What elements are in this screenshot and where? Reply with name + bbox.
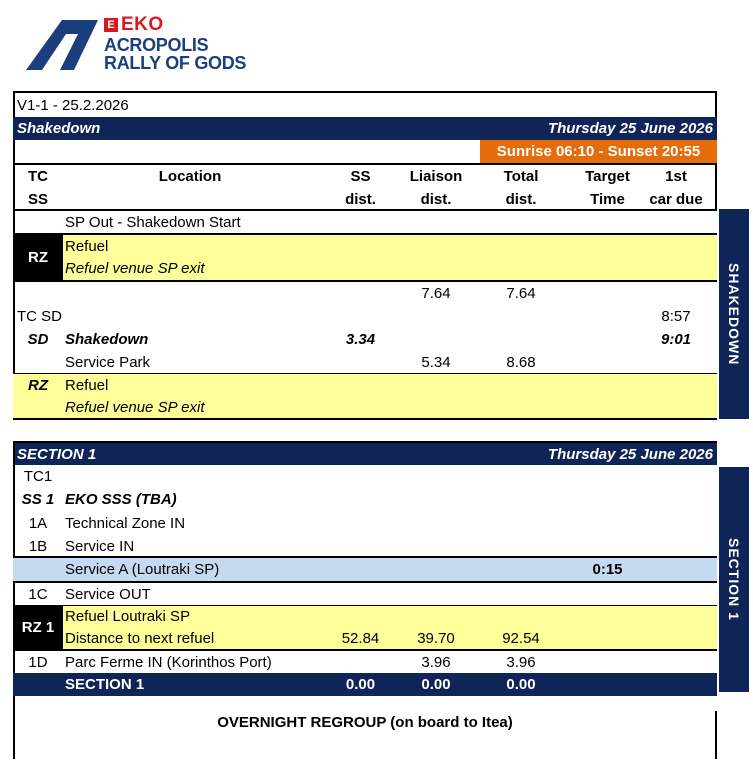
- service-a-time: 0:15: [592, 561, 623, 578]
- row-1b-code: 1B: [28, 537, 48, 555]
- tc1-row: [13, 465, 717, 488]
- overnight-label: OVERNIGHT REGROUP (on board to Itea): [217, 713, 513, 731]
- shakedown-date: Thursday 25 June 2026: [547, 120, 713, 137]
- sd-row: [13, 328, 717, 351]
- rz1-liaison: 39.70: [417, 629, 455, 647]
- row-1d-code: 1D: [28, 653, 48, 671]
- header-liaison: Liaison: [409, 168, 463, 185]
- row-1b-name: Service IN: [65, 537, 135, 555]
- ss1-code: SS 1: [21, 491, 55, 508]
- sp-out-row: [13, 211, 717, 233]
- header-liaison-dist: dist.: [420, 190, 452, 208]
- sd-due: 9:01: [660, 331, 692, 348]
- tc-sd-code: TC SD: [17, 308, 62, 325]
- service-park-name: Service Park: [65, 353, 151, 371]
- header-total: Total: [503, 168, 539, 185]
- rz1-ss: 52.84: [341, 629, 380, 647]
- version-label: V1-1 - 25.2.2026: [17, 96, 129, 114]
- tc1-code: TC1: [23, 468, 53, 485]
- row-1d-name: Parc Ferme IN (Korinthos Port): [65, 653, 272, 671]
- totals-ss: 0.00: [345, 676, 376, 693]
- rz2-line-1: Refuel: [65, 376, 109, 394]
- shakedown-bar: [13, 117, 717, 140]
- shakedown-title: Shakedown: [17, 120, 101, 137]
- refuel-zone-row: [13, 235, 717, 280]
- rally-logo: [22, 14, 262, 74]
- row-1b: [13, 535, 717, 557]
- row-1d-total: 3.96: [506, 653, 536, 671]
- rz2-line-2: Refuel venue SP exit: [65, 399, 205, 417]
- shakedown-side-label: SHAKEDOWN: [726, 262, 742, 366]
- service-a-row: [13, 558, 717, 581]
- logo-line-1: ACROPOLIS: [104, 35, 209, 55]
- section1-bar: [13, 443, 717, 465]
- row-1a-code: 1A: [28, 514, 48, 532]
- shakedown-side-tab: [719, 209, 749, 419]
- row-1d: [13, 651, 717, 673]
- header-target: Target: [585, 168, 630, 185]
- section1-title: SECTION 1: [17, 445, 97, 463]
- ss1-name: EKO SSS (TBA): [65, 491, 177, 508]
- liaison-row: [13, 282, 717, 305]
- header-total-dist: dist.: [505, 190, 537, 208]
- header-ss: SS: [350, 168, 371, 185]
- totals-label: SECTION 1: [65, 676, 145, 693]
- header-row-2: [13, 188, 717, 210]
- header-due: 1st: [665, 168, 687, 185]
- service-park-total: 8.68: [506, 353, 536, 371]
- sd-code: SD: [27, 331, 49, 348]
- sunrise-sunset: Sunrise 06:10 - Sunset 20:55: [480, 140, 717, 163]
- section1-side-tab: [719, 467, 749, 692]
- rz1-row: [13, 606, 717, 649]
- eko-flag-icon: E: [104, 18, 118, 32]
- ss1-row: [13, 488, 717, 511]
- header-ss-dist: dist.: [345, 190, 376, 208]
- header-target-time: Time: [590, 190, 625, 208]
- row-1c-code: 1C: [28, 585, 48, 603]
- header-car-due: car due: [649, 190, 703, 208]
- rally-logo-mark-icon: [22, 16, 100, 72]
- header-ss-code: SS: [27, 190, 48, 208]
- sun-row: [13, 140, 717, 163]
- rz1-total: 92.54: [502, 629, 540, 647]
- header-row-1: [13, 165, 717, 188]
- tc-sd-row: [13, 305, 717, 328]
- total-dist: 7.64: [506, 285, 536, 302]
- totals-liaison: 0.00: [421, 676, 451, 693]
- brand-name: EKO: [121, 14, 164, 35]
- header-location: Location: [158, 168, 222, 185]
- version-row: [13, 93, 717, 117]
- logo-line-2: RALLY OF GODS: [104, 53, 247, 73]
- refuel-zone-row-2: [13, 374, 717, 419]
- section1-side-label: SECTION 1: [726, 538, 742, 621]
- rz-line-1: Refuel: [65, 237, 109, 255]
- section1-totals-row: [13, 673, 717, 696]
- tc-sd-due: 8:57: [661, 308, 691, 325]
- section1-date: Thursday 25 June 2026: [547, 445, 713, 463]
- liaison-dist: 7.64: [421, 285, 451, 302]
- service-park-liaison: 5.34: [421, 353, 451, 371]
- sp-out-location: SP Out - Shakedown Start: [65, 213, 241, 231]
- rz1-code: RZ 1: [13, 606, 63, 649]
- logo-text: [104, 14, 246, 72]
- sd-name: Shakedown: [65, 331, 149, 348]
- rz-line-2: Refuel venue SP exit: [65, 260, 205, 278]
- overnight-row: [13, 708, 717, 736]
- row-1c: [13, 583, 717, 605]
- row-1a: [13, 511, 717, 535]
- rz-code: RZ: [13, 235, 63, 280]
- header-tc: TC: [28, 168, 48, 185]
- rz1-line-1: Refuel Loutraki SP: [65, 608, 191, 626]
- totals-total: 0.00: [506, 676, 536, 693]
- service-a-name: Service A (Loutraki SP): [65, 561, 220, 578]
- sd-ss-dist: 3.34: [345, 331, 376, 348]
- row-1a-name: Technical Zone IN: [65, 514, 186, 532]
- rz2-code: RZ: [28, 376, 48, 394]
- row-1c-name: Service OUT: [65, 585, 151, 603]
- rz1-line-2: Distance to next refuel: [65, 629, 215, 647]
- service-park-row: [13, 351, 717, 373]
- row-1d-liaison: 3.96: [421, 653, 451, 671]
